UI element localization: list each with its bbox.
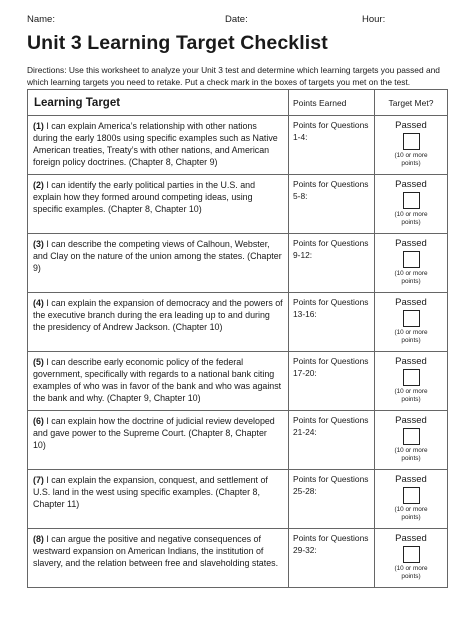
- target-number: (4): [33, 298, 44, 308]
- target-text: I can argue the positive and negative consequences of: [43, 534, 261, 544]
- points-label: Points for Questions: [293, 120, 369, 130]
- target-text-line: explain how they formed around competing ideas, using: [33, 192, 253, 202]
- learning-target-cell: [28, 116, 289, 175]
- target-text-line: foreign policy doctrines. (Chapter 8, Chapter 9): [33, 157, 218, 167]
- target-text-line: specific examples. (Chapter 8, Chapter 10): [33, 204, 202, 214]
- learning-target-cell: [28, 293, 289, 352]
- table-row: [28, 234, 448, 293]
- passed-label: Passed: [395, 297, 427, 308]
- points-label: 13-16:: [293, 308, 317, 319]
- points-threshold-note: [375, 388, 447, 404]
- target-met-cell: [375, 175, 448, 234]
- target-number: (2): [33, 180, 44, 190]
- target-met-cell: [375, 116, 448, 175]
- target-text-line: westward expansion on American Indians, the institution of: [33, 546, 264, 556]
- points-label: Points for Questions: [293, 179, 369, 189]
- target-text-line: and Clay on the nature of the union among the states. (Chapter: [33, 251, 282, 261]
- note-line: (10 or more: [394, 447, 428, 454]
- note-line: points): [401, 278, 421, 285]
- header-learning-target: Learning Target: [28, 90, 289, 116]
- passed-label: Passed: [395, 415, 427, 426]
- target-text-line: during the early 1800s using specific examples such as Native: [33, 133, 278, 143]
- header-target-met: Target Met?: [375, 90, 448, 116]
- target-text-line: 9): [33, 263, 41, 273]
- passed-checkbox[interactable]: [403, 487, 420, 504]
- learning-target-cell: [28, 529, 289, 588]
- target-number: (3): [33, 239, 44, 249]
- points-earned-cell: [289, 175, 375, 234]
- table-row: [28, 116, 448, 175]
- note-line: (10 or more: [394, 211, 428, 218]
- target-text: I can explain the expansion of democracy and the powers of: [43, 298, 283, 308]
- note-line: points): [401, 337, 421, 344]
- target-met-cell: [375, 234, 448, 293]
- note-line: points): [401, 160, 421, 167]
- points-earned-cell: [289, 293, 375, 352]
- target-number: (5): [33, 357, 44, 367]
- table-row: [28, 293, 448, 352]
- note-line: (10 or more: [394, 388, 428, 395]
- note-line: points): [401, 455, 421, 462]
- target-text: I can explain the expansion, conquest, and settlement of: [43, 475, 268, 485]
- target-number: (7): [33, 475, 44, 485]
- table-row: [28, 411, 448, 470]
- passed-checkbox[interactable]: [403, 133, 420, 150]
- table-row: [28, 470, 448, 529]
- table-row: [28, 352, 448, 411]
- points-label: Points for Questions: [293, 533, 369, 543]
- points-label: Points for Questions: [293, 474, 369, 484]
- points-earned-cell: [289, 529, 375, 588]
- note-line: points): [401, 573, 421, 580]
- passed-checkbox[interactable]: [403, 428, 420, 445]
- passed-checkbox[interactable]: [403, 369, 420, 386]
- points-threshold-note: [375, 211, 447, 227]
- target-text-line: the bank and why. (Chapter 9, Chapter 10): [33, 393, 201, 403]
- points-label: 17-20:: [293, 367, 317, 378]
- checklist-table: [27, 89, 448, 588]
- table-header-row: [28, 90, 448, 116]
- target-text: I can describe early economic policy of the federal: [43, 357, 244, 367]
- learning-target-cell: [28, 352, 289, 411]
- passed-label: Passed: [395, 120, 427, 131]
- points-threshold-note: [375, 270, 447, 286]
- note-line: (10 or more: [394, 506, 428, 513]
- note-line: points): [401, 514, 421, 521]
- learning-target-cell: [28, 470, 289, 529]
- points-threshold-note: [375, 329, 447, 345]
- passed-label: Passed: [395, 533, 427, 544]
- directions-line: Directions: Use this worksheet to analyze your Unit 3 test and determine which learning targets you passed and: [27, 65, 440, 75]
- note-line: (10 or more: [394, 565, 428, 572]
- hour-label: Hour:: [362, 14, 386, 25]
- passed-checkbox[interactable]: [403, 546, 420, 563]
- passed-label: Passed: [395, 356, 427, 367]
- points-label: Points for Questions: [293, 415, 369, 425]
- points-label: 25-28:: [293, 485, 317, 496]
- points-label: 21-24:: [293, 426, 317, 437]
- target-met-cell: [375, 352, 448, 411]
- table-row: [28, 529, 448, 588]
- target-text-line: government, specifically with regards to a national bank citing: [33, 369, 275, 379]
- directions-line: which learning targets you need to retake. Put a check mark in the boxes of targets you met on the test.: [27, 76, 411, 87]
- note-line: (10 or more: [394, 152, 428, 159]
- points-threshold-note: [375, 506, 447, 522]
- name-label: Name:: [27, 14, 55, 25]
- points-earned-cell: [289, 411, 375, 470]
- passed-label: Passed: [395, 238, 427, 249]
- points-threshold-note: [375, 152, 447, 168]
- points-label: 5-8:: [293, 190, 308, 201]
- header-points-earned: Points Earned: [289, 90, 375, 116]
- points-earned-cell: [289, 234, 375, 293]
- target-met-cell: [375, 470, 448, 529]
- points-label: 1-4:: [293, 131, 308, 142]
- target-text-line: and gave power to the Supreme Court. (Chapter 8, Chapter: [33, 428, 267, 438]
- points-label: 9-12:: [293, 249, 313, 260]
- passed-label: Passed: [395, 179, 427, 190]
- points-threshold-note: [375, 447, 447, 463]
- target-text: I can explain America’s relationship with other nations: [43, 121, 257, 131]
- passed-label: Passed: [395, 474, 427, 485]
- passed-checkbox[interactable]: [403, 192, 420, 209]
- target-met-cell: [375, 293, 448, 352]
- points-earned-cell: [289, 470, 375, 529]
- target-text-line: the presidency of Andrew Jackson. (Chapter 10): [33, 322, 223, 332]
- points-label: Points for Questions: [293, 356, 369, 366]
- passed-checkbox[interactable]: [403, 251, 420, 268]
- target-text-line: American treaties, Treaty’s with other nations, and American: [33, 145, 270, 155]
- target-met-cell: [375, 411, 448, 470]
- passed-checkbox[interactable]: [403, 310, 420, 327]
- learning-target-cell: [28, 234, 289, 293]
- target-text: I can identify the early political parties in the U.S. and: [43, 180, 256, 190]
- target-text-line: the executive branch during the era leading up to and during: [33, 310, 270, 320]
- target-text-line: 10): [33, 440, 46, 450]
- points-label: 29-32:: [293, 544, 317, 555]
- note-line: (10 or more: [394, 329, 428, 336]
- target-number: (8): [33, 534, 44, 544]
- learning-target-cell: [28, 175, 289, 234]
- date-label: Date:: [225, 14, 248, 25]
- note-line: points): [401, 396, 421, 403]
- learning-target-cell: [28, 411, 289, 470]
- target-number: (6): [33, 416, 44, 426]
- target-met-cell: [375, 529, 448, 588]
- target-number: (1): [33, 121, 44, 131]
- target-text-line: Chapter 11): [33, 499, 80, 509]
- target-text-line: U.S. land in the west using specific examples. (Chapter 8,: [33, 487, 260, 497]
- target-text: I can describe the competing views of Calhoun, Webster,: [43, 239, 270, 249]
- directions: [27, 65, 467, 88]
- points-earned-cell: [289, 352, 375, 411]
- target-text-line: slavery, and the relation between free and slaveholding states.: [33, 558, 279, 568]
- points-label: Points for Questions: [293, 238, 369, 248]
- note-line: points): [401, 219, 421, 226]
- target-text-line: examples of who was in favor of the bank and who was against: [33, 381, 282, 391]
- target-text: I can explain how the doctrine of judicial review developed: [43, 416, 275, 426]
- points-threshold-note: [375, 565, 447, 581]
- page-title: Unit 3 Learning Target Checklist: [27, 32, 328, 54]
- note-line: (10 or more: [394, 270, 428, 277]
- points-earned-cell: [289, 116, 375, 175]
- points-label: Points for Questions: [293, 297, 369, 307]
- table-row: [28, 175, 448, 234]
